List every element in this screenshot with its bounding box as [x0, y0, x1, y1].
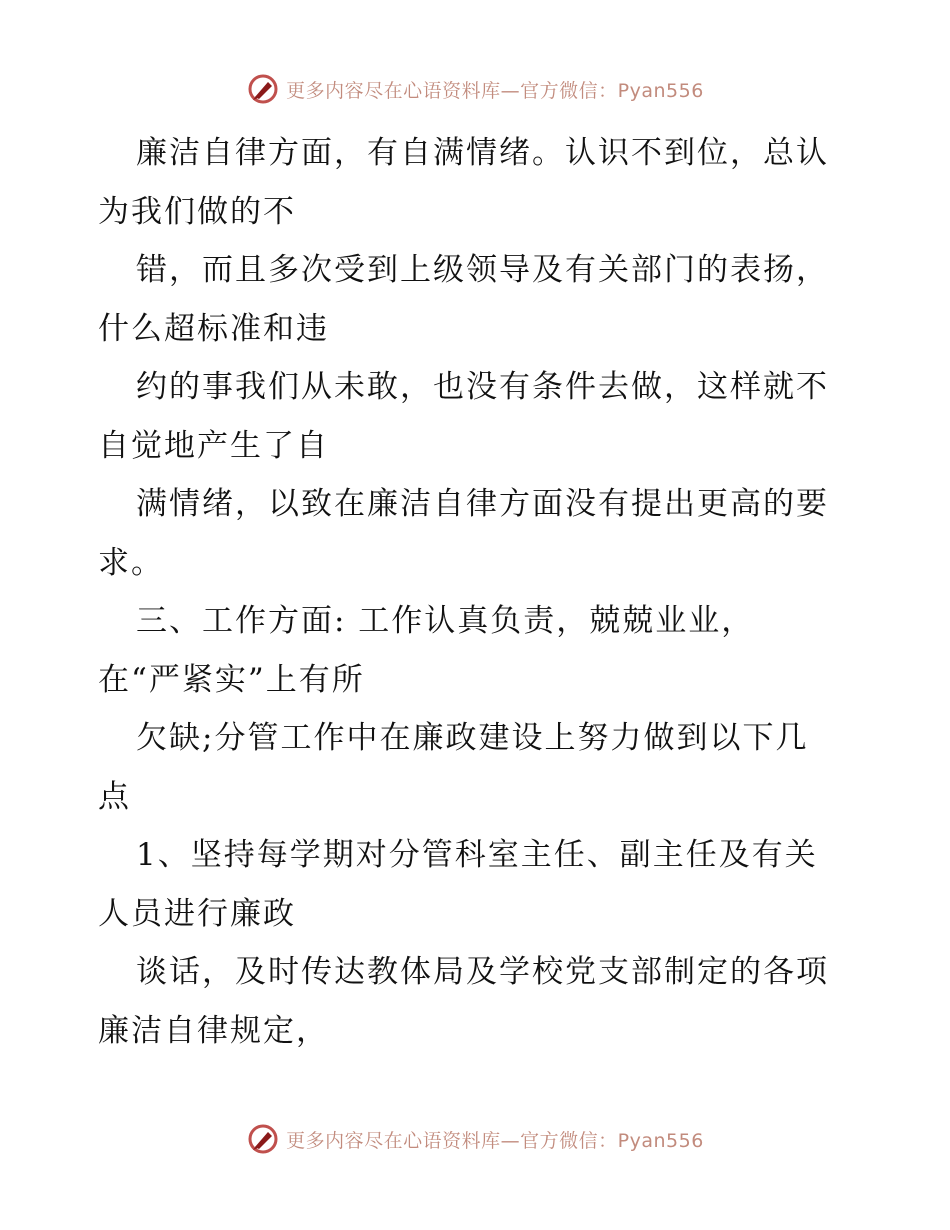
pen-nib-logo-icon: [246, 72, 280, 106]
text-line: 欠缺;分管工作中在廉政建设上努力做到以下几: [136, 720, 809, 756]
text-line: 满情绪，以致在廉洁自律方面没有提出更高的要: [136, 486, 829, 522]
text-line: 自觉地产生了自: [98, 427, 329, 464]
text-line: 为我们做的不: [98, 193, 296, 230]
text-line: 约的事我们从未敢，也没有条件去做，这样就不: [136, 369, 829, 405]
text-line: 错，而且多次受到上级领导及有关部门的表扬，: [136, 252, 829, 288]
text-line: 廉洁自律方面，有自满情绪。认识不到位，总认: [136, 135, 829, 171]
pen-nib-logo-icon: [246, 1122, 280, 1156]
text-line: 在“严紧实”上有所: [98, 661, 365, 698]
text-line: 点: [98, 778, 131, 815]
text-line: 求。: [98, 544, 164, 581]
header-watermark: [0, 72, 950, 106]
text-line: 什么超标准和违: [98, 310, 329, 347]
watermark-text: 更多内容尽在心语资料库—官方微信：Pyan556: [286, 79, 704, 102]
watermark-text: 更多内容尽在心语资料库—官方微信：Pyan556: [286, 1129, 704, 1152]
footer-watermark: [0, 1122, 950, 1156]
text-line: 谈话，及时传达教体局及学校党支部制定的各项: [136, 954, 829, 990]
text-line: 1、坚持每学期对分管科室主任、副主任及有关: [136, 837, 818, 873]
text-line: 人员进行廉政: [98, 895, 296, 932]
text-line: 三、工作方面: 工作认真负责，兢兢业业，: [136, 603, 755, 639]
text-line: 廉洁自律规定，: [98, 1012, 329, 1049]
document-body: [98, 124, 858, 1060]
